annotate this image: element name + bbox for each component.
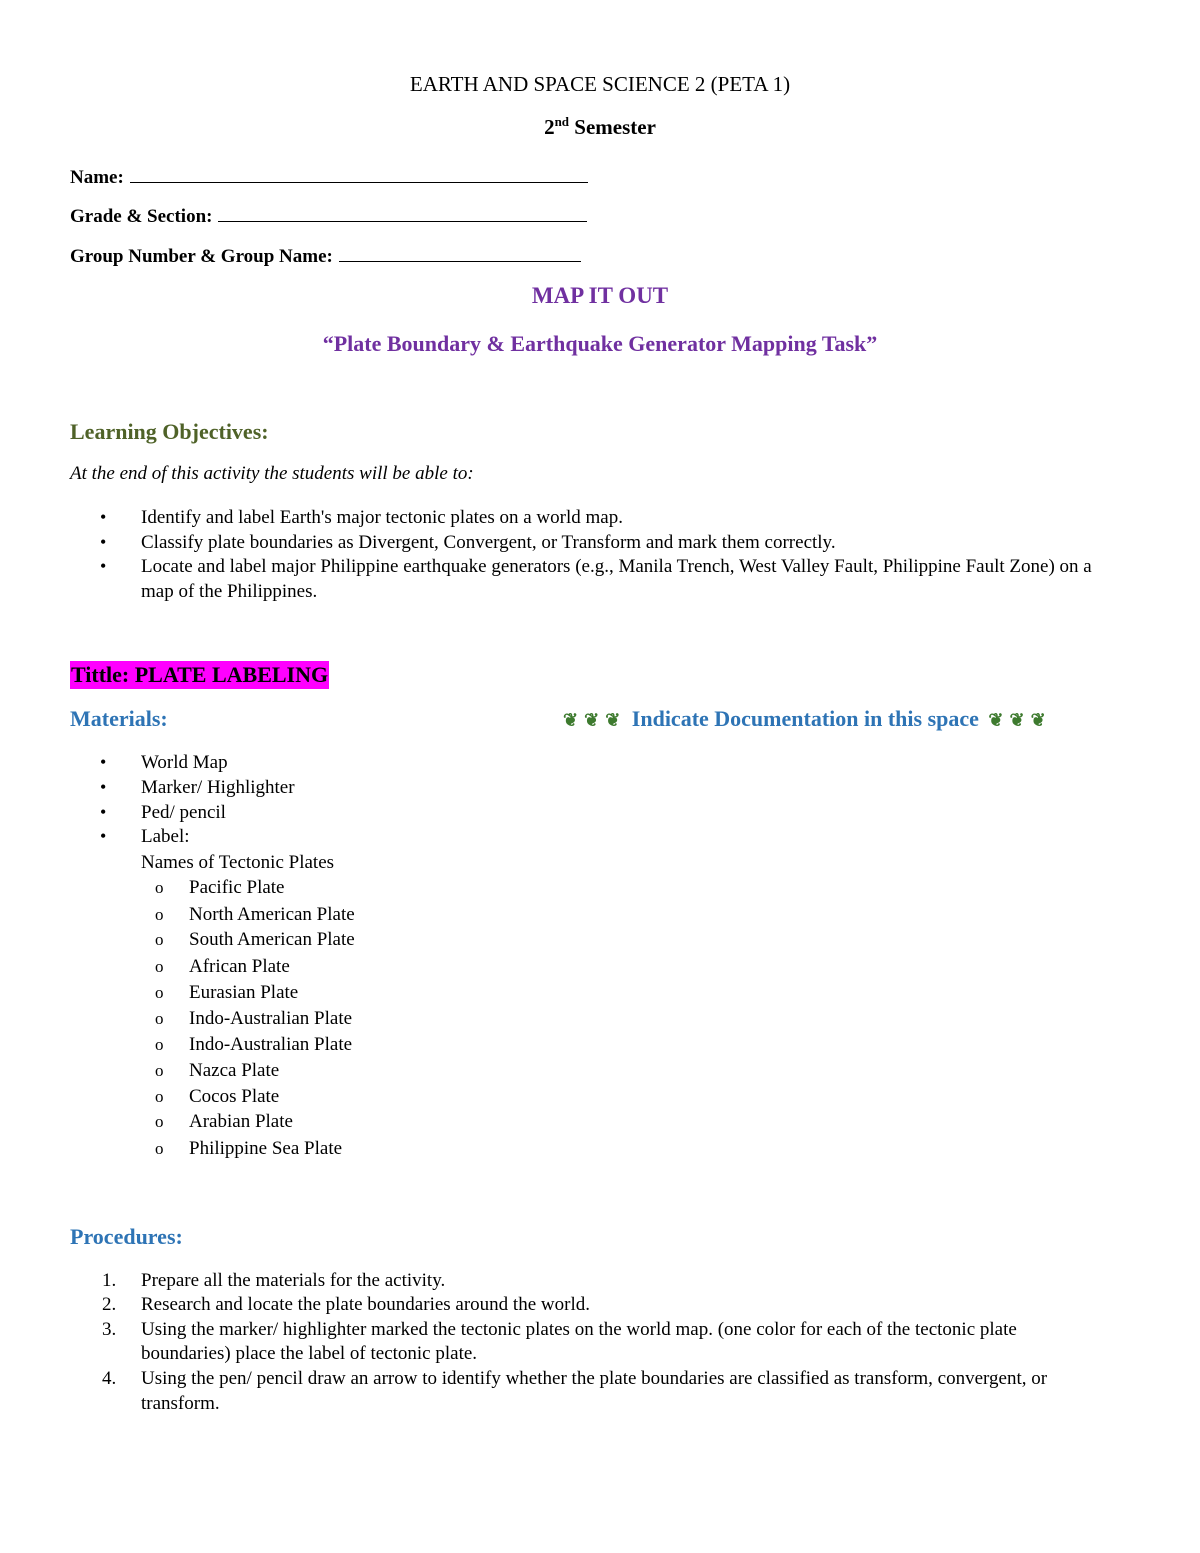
sprout-icon: ❦ <box>563 710 579 730</box>
objective-text: Locate and label major Philippine earthquake generators (e.g., Manila Trench, West Valley Fault, Philippine Fault Zone) on a <box>141 556 1092 577</box>
semester-label <box>0 115 1200 140</box>
plate-name: Pacific Plate <box>189 877 285 898</box>
material-text: Ped/ pencil <box>141 802 226 823</box>
step-text: Research and locate the plate boundaries around the world. <box>141 1294 590 1315</box>
step-text: Prepare all the materials for the activity. <box>141 1270 446 1291</box>
bullet-icon: • <box>100 532 107 552</box>
grade-section-field <box>70 201 587 228</box>
document-title: EARTH AND SPACE SCIENCE 2 (PETA 1) <box>409 72 791 96</box>
sprout-icon: ❦ <box>1030 710 1046 730</box>
group-field <box>70 241 581 268</box>
circle-bullet-icon: o <box>155 957 164 976</box>
material-text: Label: <box>141 826 190 847</box>
activity-title: MAP IT OUT <box>531 283 669 308</box>
plate-name: Nazca Plate <box>189 1060 280 1081</box>
plate-name: African Plate <box>189 956 290 977</box>
circle-bullet-icon: o <box>155 1139 164 1158</box>
bullet-icon: • <box>100 826 107 846</box>
objective-text: Classify plate boundaries as Divergent, Convergent, or Transform and mark them correctly. <box>141 532 836 553</box>
grade-section-label: Grade & Section: <box>70 206 213 227</box>
name-label: Name: <box>70 167 124 188</box>
circle-bullet-icon: o <box>155 1009 164 1028</box>
activity-subtitle: “Plate Boundary & Earthquake Generator Mapping Task” <box>322 331 878 356</box>
group-label: Group Number & Group Name: <box>70 246 333 267</box>
circle-bullet-icon: o <box>155 905 164 924</box>
step-text: Using the marker/ highlighter marked the tectonic plates on the world map. (one color for each of the tectonic plate <box>141 1319 1017 1340</box>
plate-name: Philippine Sea Plate <box>189 1138 343 1159</box>
circle-bullet-icon: o <box>155 1061 164 1080</box>
sprout-icon: ❦ <box>584 710 600 730</box>
semester-text: Semester <box>569 115 656 139</box>
step-number: 3. <box>102 1319 117 1340</box>
plate-name: Indo-Australian Plate <box>189 1034 353 1055</box>
circle-bullet-icon: o <box>155 1087 164 1106</box>
objective-text: Identify and label Earth's major tectonic plates on a world map. <box>141 507 623 528</box>
grade-section-blank-line[interactable] <box>218 201 587 222</box>
plate-name: Arabian Plate <box>189 1111 293 1132</box>
section-title-highlighted: Tittle: PLATE LABELING <box>71 662 329 687</box>
step-number: 1. <box>102 1270 117 1291</box>
sprout-icon: ❦ <box>988 710 1004 730</box>
materials-heading: Materials: <box>70 706 168 731</box>
circle-bullet-icon: o <box>155 930 164 949</box>
documentation-note <box>563 706 1052 732</box>
sprout-icon: ❦ <box>605 710 621 730</box>
step-text: transform. <box>141 1393 220 1414</box>
learning-objectives-heading: Learning Objectives: <box>70 419 269 444</box>
plate-name: Indo-Australian Plate <box>189 1008 353 1029</box>
label-caption-text: Names of Tectonic Plates <box>141 852 335 873</box>
plate-name: Cocos Plate <box>189 1086 280 1107</box>
bullet-icon: • <box>100 752 107 772</box>
circle-bullet-icon: o <box>155 878 164 897</box>
circle-bullet-icon: o <box>155 983 164 1002</box>
objective-text: map of the Philippines. <box>141 581 318 602</box>
bullet-icon: • <box>100 556 107 576</box>
learning-objectives-intro: At the end of this activity the students will be able to: <box>70 463 474 484</box>
procedures-heading: Procedures: <box>70 1224 183 1249</box>
plate-name: South American Plate <box>189 929 355 950</box>
name-blank-line[interactable] <box>130 162 588 183</box>
step-number: 2. <box>102 1294 117 1315</box>
sprout-icon: ❦ <box>1009 710 1025 730</box>
circle-bullet-icon: o <box>155 1035 164 1054</box>
bullet-icon: • <box>100 507 107 527</box>
material-text: Marker/ Highlighter <box>141 777 295 798</box>
bullet-icon: • <box>100 777 107 797</box>
bullet-icon: • <box>100 802 107 822</box>
step-text: boundaries) place the label of tectonic plate. <box>141 1343 478 1364</box>
step-number: 4. <box>102 1368 117 1389</box>
name-field <box>70 162 588 189</box>
plate-name: Eurasian Plate <box>189 982 299 1003</box>
semester-suffix: nd <box>554 114 570 129</box>
documentation-note-text: Indicate Documentation in this space <box>631 706 979 731</box>
material-text: World Map <box>141 752 228 773</box>
plate-name: North American Plate <box>189 904 355 925</box>
group-blank-line[interactable] <box>339 241 581 262</box>
circle-bullet-icon: o <box>155 1112 164 1131</box>
step-text: Using the pen/ pencil draw an arrow to identify whether the plate boundaries are classified as transform, convergent, or <box>141 1368 1048 1389</box>
semester-number: 2 <box>544 115 555 139</box>
